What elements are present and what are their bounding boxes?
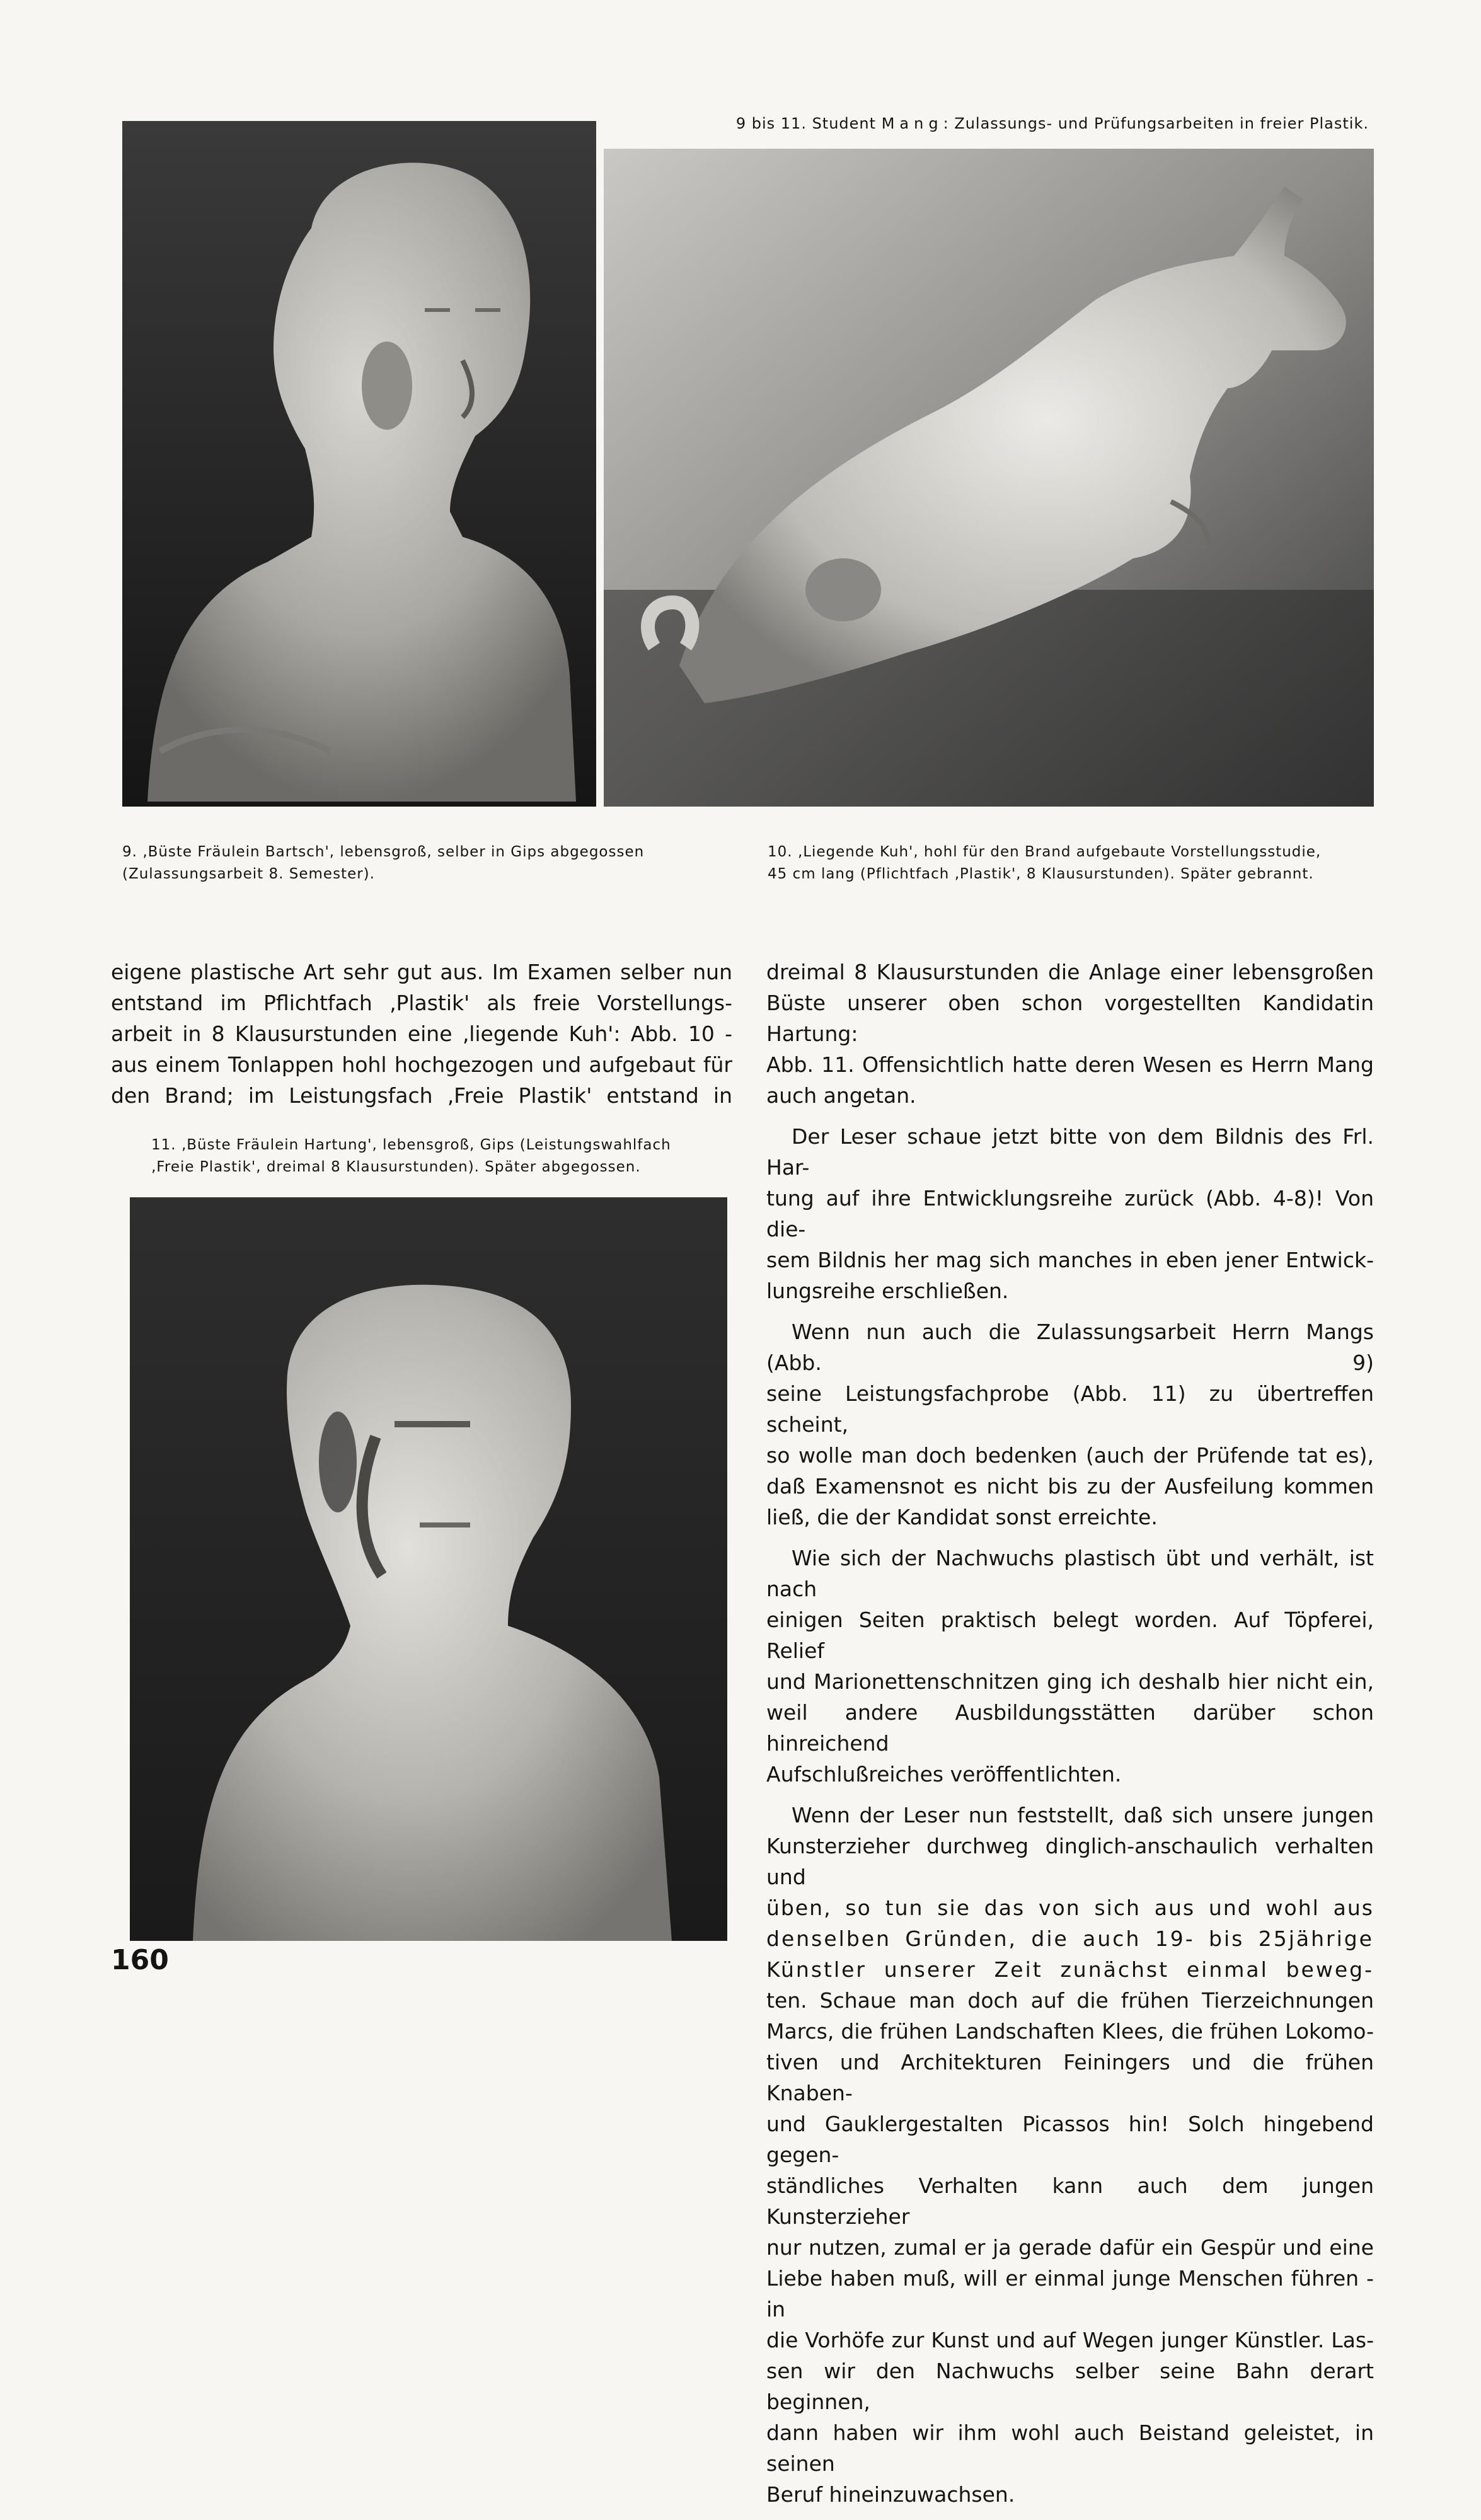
text-line: denselben Gründen, die auch 19- bis 25jährige — [766, 1926, 1374, 1951]
text-line: dann haben wir ihm wohl auch Beistand geleistet, in seinen — [766, 2420, 1374, 2476]
figure-10-photo — [604, 149, 1374, 807]
figure-11-caption — [151, 1134, 731, 1178]
text-line: sem Bildnis her mag sich manches in eben jener Entwick- — [766, 1248, 1374, 1272]
text-line: ständliches Verhalten kann auch dem jungen Kunsterzieher — [766, 2173, 1374, 2229]
text-line: Beruf hineinzuwachsen. — [766, 2482, 1015, 2507]
text-line: weil andere Ausbildungsstätten darüber schon hinreichend — [766, 1700, 1374, 1756]
text-line: Abb. 11. Offensichtlich hatte deren Wesen es Herrn Mang — [766, 1052, 1374, 1077]
text-line: dreimal 8 Klausurstunden die Anlage einer lebensgroßen — [766, 960, 1374, 984]
text-line: so wolle man doch bedenken (auch der Prüfende tat es), — [766, 1443, 1374, 1468]
paragraph — [766, 1800, 1374, 2510]
header-caption-name: Mang — [881, 115, 943, 132]
text-line: auch angetan. — [766, 1083, 916, 1108]
paragraph — [766, 957, 1374, 1111]
figure-10-caption-line: 10. ‚Liegende Kuh', hohl für den Brand aufgebaute Vorstellungsstudie, — [768, 844, 1322, 860]
text-line: die Vorhöfe zur Kunst und auf Wegen junger Künstler. Las- — [766, 2328, 1374, 2352]
paragraph — [766, 1121, 1374, 1306]
figure-11-photo — [130, 1197, 727, 1941]
text-line: Der Leser schaue jetzt bitte von dem Bildnis des Frl. Har- — [766, 1124, 1374, 1180]
text-line: Liebe haben muß, will er einmal junge Menschen führen - in — [766, 2266, 1374, 2322]
page-number: 160 — [111, 1944, 169, 1976]
text-line: Marcs, die frühen Landschaften Klees, die frühen Lokomo- — [766, 2019, 1374, 2044]
figure-9-caption — [122, 841, 731, 885]
figure-11-caption-line: ‚Freie Plastik', dreimal 8 Klausurstunden). Später abgegossen. — [151, 1159, 641, 1175]
text-line: ließ, die der Kandidat sonst erreichte. — [766, 1505, 1158, 1529]
text-line: sen wir den Nachwuchs selber seine Bahn derart beginnen, — [766, 2359, 1374, 2414]
right-column-text — [766, 957, 1374, 2520]
text-line: tiven und Architekturen Feiningers und die frühen Knaben- — [766, 2050, 1374, 2105]
text-line: eigene plastische Art sehr gut aus. Im Examen selber nun — [111, 960, 732, 984]
paragraph — [766, 1543, 1374, 1790]
text-line: tung auf ihre Entwicklungsreihe zurück (Abb. 4-8)! Von die- — [766, 1186, 1374, 1241]
header-caption — [550, 115, 1369, 132]
left-column-text — [111, 957, 732, 1121]
text-line: Aufschlußreiches veröffentlichten. — [766, 1762, 1122, 1786]
text-line: seine Leistungsfachprobe (Abb. 11) zu übertreffen scheint, — [766, 1381, 1374, 1437]
text-line: Kunsterzieher durchweg dinglich-anschaulich verhalten und — [766, 1834, 1374, 1889]
text-line: nur nutzen, zumal er ja gerade dafür ein Gespür und eine — [766, 2235, 1374, 2260]
figure-9-caption-line: (Zulassungsarbeit 8. Semester). — [122, 866, 375, 882]
figure-9-photo — [122, 121, 596, 807]
text-line: den Brand; im Leistungsfach ‚Freie Plastik' entstand in — [111, 1083, 732, 1108]
figure-9-caption-line: 9. ‚Büste Fräulein Bartsch', lebensgroß, selber in Gips abgegossen — [122, 844, 645, 860]
figure-10-caption — [768, 841, 1371, 885]
text-line: üben, so tun sie das von sich aus und wohl aus — [766, 1896, 1374, 1920]
text-line: Wenn der Leser nun feststellt, daß sich unsere jungen — [792, 1803, 1374, 1827]
text-line: daß Examensnot es nicht bis zu der Ausfeilung kommen — [766, 1474, 1374, 1499]
text-line: Künstler unserer Zeit zunächst einmal beweg- — [766, 1957, 1374, 1982]
header-caption-suffix: : Zulassungs- und Prüfungsarbeiten in freier Plastik. — [943, 115, 1369, 132]
text-line: arbeit in 8 Klausurstunden eine ‚liegende Kuh': Abb. 10 - — [111, 1021, 732, 1046]
header-caption-prefix: 9 bis 11. Student — [735, 115, 877, 132]
figure-11-caption-line: 11. ‚Büste Fräulein Hartung', lebensgroß, Gips (Leistungswahlfach — [151, 1137, 671, 1153]
text-line: aus einem Tonlappen hohl hochgezogen und aufgebaut für — [111, 1052, 732, 1077]
bust-hartung-image — [130, 1197, 727, 1941]
text-line: entstand im Pflichtfach ‚Plastik' als freie Vorstellungs- — [111, 991, 732, 1015]
figure-10-caption-line: 45 cm lang (Pflichtfach ‚Plastik', 8 Klausurstunden). Später gebrannt. — [768, 866, 1314, 882]
bust-bartsch-image — [122, 121, 596, 807]
paragraph — [766, 1316, 1374, 1533]
text-line: einigen Seiten praktisch belegt worden. Auf Töpferei, Relief — [766, 1608, 1374, 1663]
reclining-cow-image — [604, 149, 1374, 807]
text-line: Büste unserer oben schon vorgestellten Kandidatin Hartung: — [766, 991, 1374, 1046]
text-line: und Gauklergestalten Picassos hin! Solch hingebend gegen- — [766, 2112, 1374, 2167]
text-line: lungsreihe erschließen. — [766, 1279, 1009, 1303]
text-line: und Marionettenschnitzen ging ich deshalb hier nicht ein, — [766, 1669, 1374, 1694]
text-line: Wenn nun auch die Zulassungsarbeit Herrn Mangs (Abb. 9) — [766, 1320, 1374, 1375]
text-line: ten. Schaue man doch auf die frühen Tierzeichnungen — [766, 1988, 1374, 2013]
text-line: Wie sich der Nachwuchs plastisch übt und verhält, ist nach — [766, 1546, 1374, 1601]
